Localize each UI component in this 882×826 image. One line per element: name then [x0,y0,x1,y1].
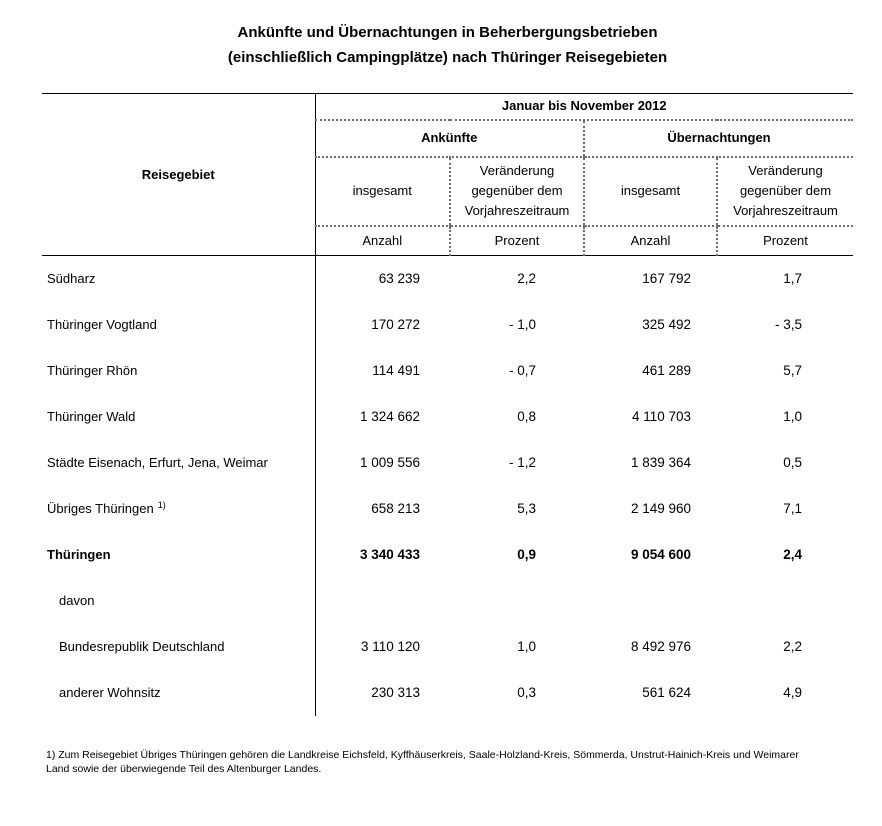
unit-header-uebernachtungen-anzahl: Anzahl [584,226,717,256]
row-label: davon [42,578,315,624]
table-header [42,94,853,256]
row-label: anderer Wohnsitz [42,670,315,716]
cell-ankuenfte-anzahl: 3 110 120 [360,639,420,654]
cell-ankuenfte-anzahl: 1 324 662 [359,409,420,424]
row-label: Thüringer Wald [42,394,315,440]
cell-uebernachtungen-anzahl: 461 289 [642,363,691,378]
title-line-1: Ankünfte und Übernachtungen in Beherbergungsbetrieben [237,24,658,41]
row-thueringer-wald [42,394,853,440]
row-uebriges-thueringen [42,486,853,532]
column-header-reisegebiet: Reisegebiet [42,94,315,256]
row-label: Städte Eisenach, Erfurt, Jena, Weimar [42,440,315,486]
cell-ankuenfte-prozent: 1,0 [517,639,536,654]
cell-uebernachtungen-prozent: 7,1 [783,501,802,516]
footnote-marker: 1) [157,499,166,510]
row-suedharz [42,256,853,302]
cell-uebernachtungen-anzahl: 9 054 600 [630,547,691,562]
cell-ankuenfte-prozent: - 1,2 [508,455,536,470]
cell-uebernachtungen-prozent: 1,7 [783,271,802,287]
cell-uebernachtungen-prozent: 0,5 [783,455,802,470]
row-label [42,486,315,532]
cell-uebernachtungen-prozent [717,578,853,624]
cell-uebernachtungen-prozent: 4,9 [783,685,802,700]
cell-uebernachtungen-anzahl: 4 110 703 [631,409,691,424]
cell-uebernachtungen-anzahl: 325 492 [642,317,691,332]
row-label: Thüringer Vogtland [42,302,315,348]
cell-ankuenfte-prozent: - 1,0 [508,317,536,332]
row-label: Südharz [42,256,315,302]
cell-ankuenfte-prozent: 0,3 [517,685,536,700]
footnote-text: 1) Zum Reisegebiet Übriges Thüringen gehören die Landkreise Eichsfeld, Kyffhäuserkreis, Saale-Holzland-Kreis, Sömmerda, Unstrut-Hainich-Kreis und Weimarer Land sowie der überwiegende Teil des Altenburger Landes. [46,748,799,775]
column-header-period: Januar bis November 2012 [315,94,853,120]
row-bundesrepublik-deutschland [42,624,853,670]
row-thueringen-total [42,532,853,578]
row-label: Bundesrepublik Deutschland [42,624,315,670]
cell-uebernachtungen-anzahl: 167 792 [642,271,691,287]
title-line-2: (einschließlich Campingplätze) nach Thüringer Reisegebieten [227,49,668,66]
cell-ankuenfte-anzahl: 230 313 [371,685,420,700]
cell-ankuenfte-prozent: - 0,7 [508,363,536,378]
unit-header-ankuenfte-prozent: Prozent [450,226,584,256]
page-title [42,20,853,70]
cell-ankuenfte-anzahl [315,578,450,624]
cell-ankuenfte-anzahl: 170 272 [371,317,420,332]
row-staedte-eisenach-erfurt-jena-weimar [42,440,853,486]
row-label-text: Übriges Thüringen [47,501,154,516]
row-thueringer-rhoen [42,348,853,394]
cell-ankuenfte-prozent: 5,3 [517,501,536,516]
cell-uebernachtungen-anzahl: 561 624 [642,685,691,700]
cell-uebernachtungen-anzahl: 8 492 976 [630,639,691,654]
cell-ankuenfte-anzahl: 1 009 556 [359,455,420,470]
cell-ankuenfte-prozent: 2,2 [517,271,536,287]
cell-ankuenfte-prozent [450,578,584,624]
row-thueringer-vogtland [42,302,853,348]
cell-uebernachtungen-prozent: 1,0 [783,409,802,424]
row-label: Thüringer Rhön [42,348,315,394]
table-body [42,256,853,716]
cell-uebernachtungen-anzahl: 1 839 364 [630,455,691,470]
cell-uebernachtungen-anzahl: 2 149 960 [630,501,691,516]
column-header-uebernachtungen-veraenderung: Veränderung gegenüber dem Vorjahreszeitraum [717,157,853,226]
column-header-ankuenfte-veraenderung: Veränderung gegenüber dem Vorjahreszeitraum [450,157,584,226]
header-row-period [42,94,853,120]
column-header-ankuenfte-insgesamt: insgesamt [315,157,450,226]
cell-ankuenfte-prozent: 0,8 [517,409,536,424]
cell-uebernachtungen-prozent: 2,4 [783,547,802,562]
unit-header-ankuenfte-anzahl: Anzahl [315,226,450,256]
row-anderer-wohnsitz [42,670,853,716]
cell-ankuenfte-prozent: 0,9 [517,547,536,562]
cell-ankuenfte-anzahl: 114 491 [372,363,420,378]
cell-uebernachtungen-prozent: 5,7 [783,363,802,378]
column-header-uebernachtungen-insgesamt: insgesamt [584,157,717,226]
cell-uebernachtungen-prozent: 2,2 [783,639,802,654]
cell-ankuenfte-anzahl: 63 239 [378,271,420,287]
cell-uebernachtungen-anzahl [584,578,717,624]
column-group-ankuenfte: Ankünfte [315,120,584,157]
row-davon [42,578,853,624]
row-label: Thüringen [42,532,315,578]
column-group-uebernachtungen: Übernachtungen [584,120,853,157]
statistics-table [42,93,853,716]
cell-ankuenfte-anzahl: 658 213 [371,501,420,516]
cell-uebernachtungen-prozent: - 3,5 [774,317,802,332]
unit-header-uebernachtungen-prozent: Prozent [717,226,853,256]
cell-ankuenfte-anzahl: 3 340 433 [359,547,420,562]
